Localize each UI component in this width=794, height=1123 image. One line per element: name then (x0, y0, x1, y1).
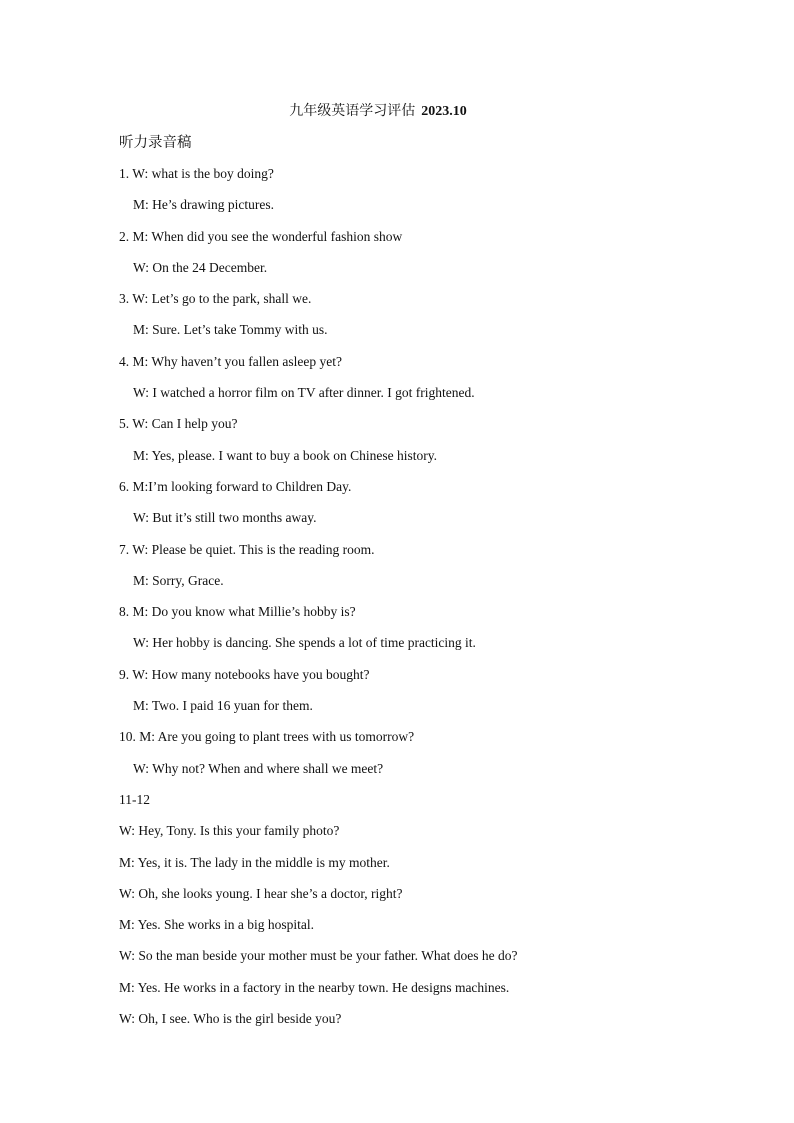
transcript-line: W: On the 24 December. (133, 259, 268, 275)
transcript-line: W: I watched a horror film on TV after dinner. I got frightened. (133, 385, 475, 401)
section-label: 听力录音稿 (119, 135, 192, 151)
transcript-line: 3. W: Let’s go to the park, shall we. (119, 291, 312, 307)
transcript-line: 11-12 (119, 791, 150, 807)
transcript-line: M: Sure. Let’s take Tommy with us. (133, 322, 328, 338)
transcript-line: W: Why not? When and where shall we meet? (133, 760, 384, 776)
transcript-line: 8. M: Do you know what Millie’s hobby is? (119, 604, 356, 620)
title-main: 九年级英语学习评估 (289, 104, 416, 119)
transcript-line: W: But it’s still two months away. (133, 510, 317, 526)
transcript-line: M: Yes, please. I want to buy a book on Chinese history. (133, 447, 437, 463)
transcript-line: M: Yes, it is. The lady in the middle is my mother. (119, 854, 390, 870)
transcript-line: 6. M:I’m looking forward to Children Day. (119, 478, 352, 494)
transcript-line: M: Two. I paid 16 yuan for them. (133, 698, 313, 714)
document-title (0, 102, 756, 122)
transcript-line: 1. W: what is the boy doing? (119, 166, 274, 181)
transcript-line: 5. W: Can I help you? (119, 416, 238, 432)
transcript-line: 10. M: Are you going to plant trees with us tomorrow? (119, 729, 415, 745)
transcript-line: W: Hey, Tony. Is this your family photo? (119, 823, 340, 839)
transcript-line: M: He’s drawing pictures. (133, 197, 274, 213)
transcript-line: W: So the man beside your mother must be your father. What does he do? (119, 948, 518, 964)
transcript-line: M: Yes. She works in a big hospital. (119, 917, 315, 933)
transcript-line: 2. M: When did you see the wonderful fashion show (119, 228, 403, 244)
transcript-lines (0, 164, 794, 1040)
transcript-line: 9. W: How many notebooks have you bought? (119, 666, 370, 682)
transcript-line: W: Oh, she looks young. I hear she’s a doctor, right? (119, 885, 403, 901)
transcript-line: M: Yes. He works in a factory in the nearby town. He designs machines. (119, 979, 510, 995)
transcript-line: M: Sorry, Grace. (133, 572, 224, 588)
transcript-line: W: Oh, I see. Who is the girl beside you? (119, 1011, 342, 1027)
title-date: 2023.10 (421, 104, 467, 119)
transcript-line: 4. M: Why haven’t you fallen asleep yet? (119, 353, 342, 369)
transcript-line: W: Her hobby is dancing. She spends a lot of time practicing it. (133, 635, 476, 651)
transcript-line: 7. W: Please be quiet. This is the reading room. (119, 541, 375, 557)
